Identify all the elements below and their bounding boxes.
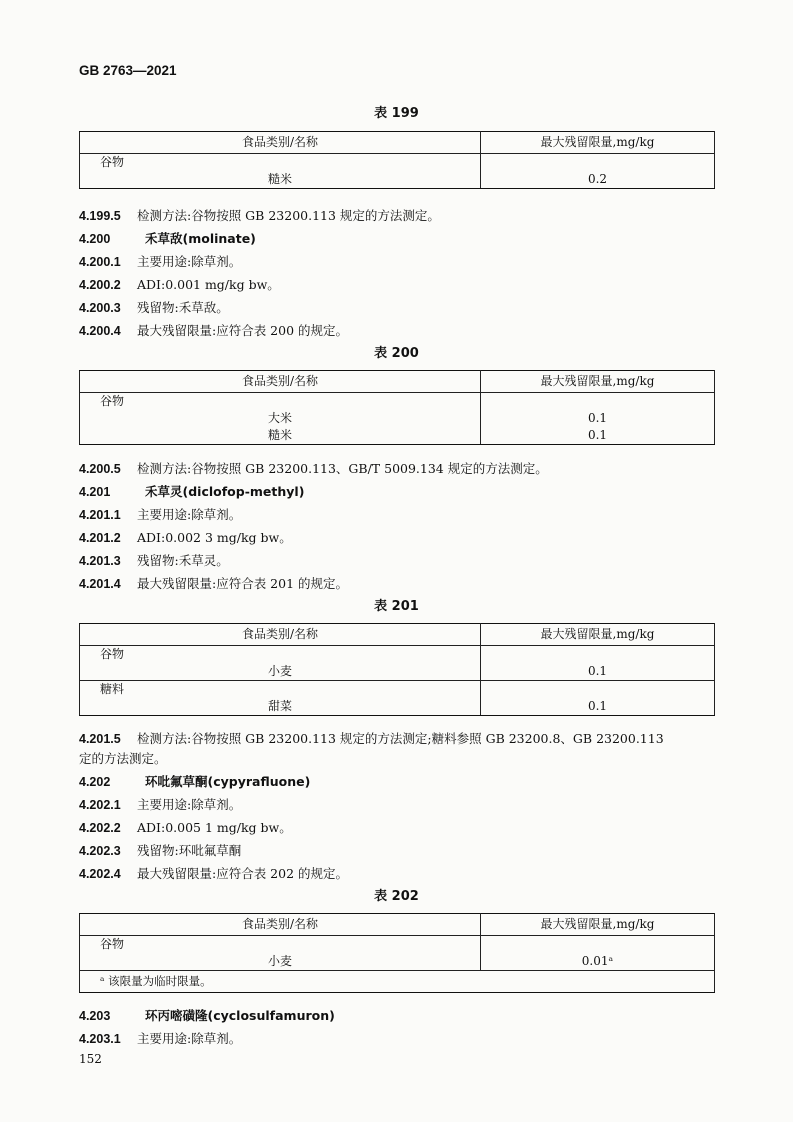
table-199-caption: 表 199 (374, 106, 419, 121)
clause-4-201-1: 4.201.1 主要用途:除草剂。 (79, 507, 242, 522)
clause-4-201-4: 4.201.4 最大残留限量:应符合表 201 的规定。 (79, 576, 349, 591)
standard-number: GB 2763—2021 (79, 63, 177, 78)
clause-4-202-1: 4.202.1 主要用途:除草剂。 (79, 797, 242, 812)
food-name: 糙米 (267, 428, 292, 442)
page-number: 152 (79, 1052, 102, 1066)
food-category: 谷物 (100, 155, 125, 169)
clause-4-201-3: 4.201.3 残留物:禾草灵。 (79, 553, 229, 568)
column-header-food-category: 食品类别/名称 (80, 624, 481, 646)
food-category: 谷物 (100, 394, 125, 408)
table-202-caption: 表 202 (374, 889, 419, 904)
food-name: 甜菜 (267, 699, 292, 713)
table-199 (79, 131, 715, 189)
food-name: 小麦 (267, 954, 292, 968)
mrl-value: 0.1 (587, 428, 608, 442)
table-footnote-row (80, 971, 715, 993)
clause-4-201-5: 4.201.5 检测方法:谷物按照 GB 23200.113 规定的方法测定;糖料参照 GB 23200.8、GB 23200.113 (79, 731, 664, 746)
clause-4-200-4: 4.200.4 最大残留限量:应符合表 200 的规定。 (79, 323, 349, 338)
table-201-caption: 表 201 (374, 599, 419, 614)
clause-4-202-4: 4.202.4 最大残留限量:应符合表 202 的规定。 (79, 866, 349, 881)
column-header-mrl: 最大残留限量,mg/kg (480, 624, 714, 646)
table-200-caption: 表 200 (374, 346, 419, 361)
clause-4-201-heading: 4.201 禾草灵(diclofop-methyl) (79, 484, 305, 499)
clause-4-201-5-continuation: 定的方法测定。 (79, 751, 167, 766)
clause-4-200-2: 4.200.2 ADI:0.001 mg/kg bw。 (79, 277, 280, 292)
table-202 (79, 913, 715, 993)
mrl-value: 0.2 (587, 172, 608, 186)
clause-4-202-heading: 4.202 环吡氟草酮(cypyrafluone) (79, 774, 311, 789)
table-header-row (80, 132, 715, 154)
table-header-row (80, 914, 715, 936)
mrl-value: 0.01ᵃ (581, 954, 614, 968)
table-200 (79, 370, 715, 445)
clause-4-203-heading: 4.203 环丙嘧磺隆(cyclosulfamuron) (79, 1008, 335, 1023)
column-header-mrl: 最大残留限量,mg/kg (480, 914, 714, 936)
column-header-mrl: 最大残留限量,mg/kg (480, 132, 714, 154)
table-header-row (80, 624, 715, 646)
column-header-food-category: 食品类别/名称 (80, 914, 481, 936)
clause-4-202-3: 4.202.3 残留物:环吡氟草酮 (79, 843, 242, 858)
food-name: 小麦 (267, 664, 292, 678)
column-header-mrl: 最大残留限量,mg/kg (480, 371, 714, 393)
clause-4-200-1: 4.200.1 主要用途:除草剂。 (79, 254, 242, 269)
food-name: 糙米 (267, 172, 292, 186)
clause-4-200-5: 4.200.5 检测方法:谷物按照 GB 23200.113、GB/T 5009.134 规定的方法测定。 (79, 461, 548, 476)
clause-4-200-heading: 4.200 禾草敌(molinate) (79, 231, 256, 246)
table-201 (79, 623, 715, 716)
table-footnote: ᵃ 该限量为临时限量。 (80, 971, 715, 993)
table-row (80, 936, 715, 971)
food-category: 谷物 (100, 647, 125, 661)
food-name: 大米 (267, 411, 292, 425)
clause-4-200-3: 4.200.3 残留物:禾草敌。 (79, 300, 229, 315)
mrl-value: 0.1 (587, 411, 608, 425)
table-row (80, 393, 715, 445)
clause-4-201-2: 4.201.2 ADI:0.002 3 mg/kg bw。 (79, 530, 292, 545)
table-row (80, 154, 715, 189)
column-header-food-category: 食品类别/名称 (80, 371, 481, 393)
food-category: 糖料 (100, 682, 125, 696)
food-category: 谷物 (100, 937, 125, 951)
table-header-row (80, 371, 715, 393)
clause-4-202-2: 4.202.2 ADI:0.005 1 mg/kg bw。 (79, 820, 292, 835)
mrl-value: 0.1 (587, 699, 608, 713)
clause-4-203-1: 4.203.1 主要用途:除草剂。 (79, 1031, 242, 1046)
mrl-value: 0.1 (587, 664, 608, 678)
clause-4-199-5: 4.199.5 检测方法:谷物按照 GB 23200.113 规定的方法测定。 (79, 208, 440, 223)
column-header-food-category: 食品类别/名称 (80, 132, 481, 154)
table-row (80, 646, 715, 681)
table-row (80, 681, 715, 716)
